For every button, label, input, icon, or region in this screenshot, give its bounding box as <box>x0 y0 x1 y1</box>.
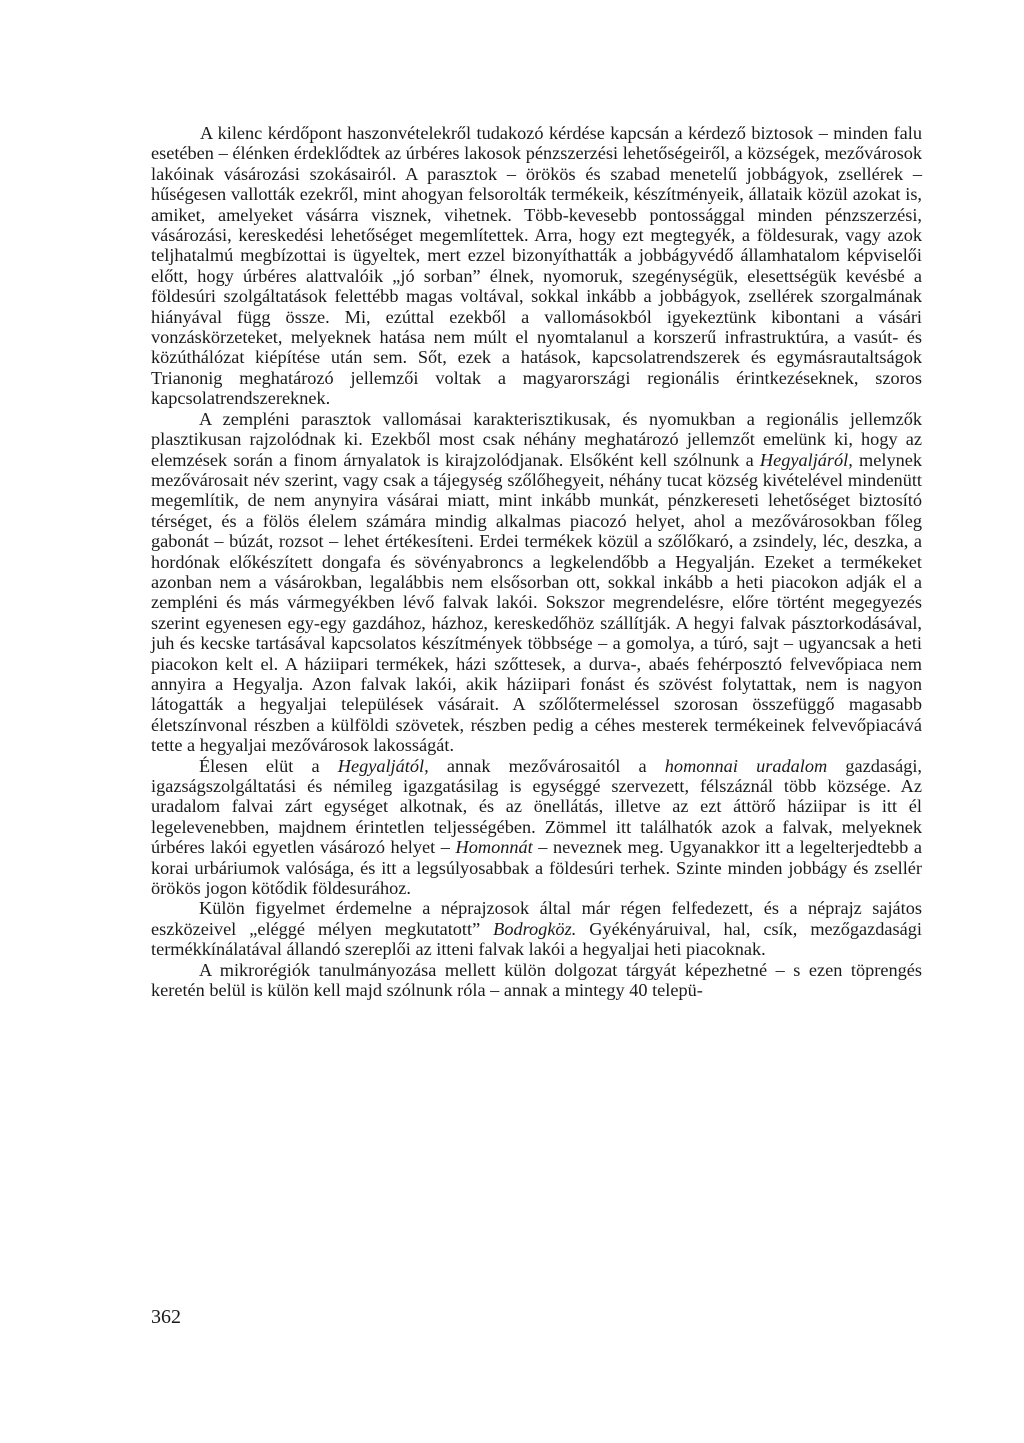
paragraph-4-text-b: Gyékényáruival, hal, csík, mezőgazdasági termékkínálatával állandó szereplői az itteni falvak lakói a hegyaljai heti piacoknak. <box>151 918 922 960</box>
paragraph-1-text: A kilenc kérdőpont haszonvételekről tudakozó kérdése kapcsán a kérdező biztosok – minden falu esetében – élénken érdeklődtek az úrbéres lakosok pénzszerzési lehetőségeiről, a községek, mezővárosok lakóinak vásározási szokásairól. A parasztok – örökös és szabad menetelű jobbágyok, zsellérek – hűségesen vallották ezekről, mint ahogyan felsorolták termékeik, készítményeik, állataik közül azokat is, amiket, amelyeket vásárra visznek, vihetnek. Több-kevesebb pontossággal minden pénzszerzési, vásározási, kereskedési lehetőséget megemlítettek. Arra, hogy ezt megtegyék, a földesurak, vagy azok teljhatalmú megbízottai is ügyeltek, mert ezzel bizonyíthatták a jobbágyvédő államhatalom képviselői előtt, hogy úrbéres alattvalóik „jó sorban” élnek, nyomoruk, szegénységük, elesettségük kevésbé a földesúri szolgáltatások felettébb magas voltával, sokkal inkább a jobbágyok, zsellérek szorgalmának hiányával függ össze. Mi, ezúttal ezekből a vallomásokból igyekeztünk kibontani a vásári vonzáskörzeteket, melyeknek hatása nem múlt el nyomtalanul a korszerű infrastruktúra, a vasút- és közúthálózat kiépítése után sem. Sőt, ezek a hatások, kapcsolatrendszerek és egymásrautaltságok Trianonig meghatározó jellemzői voltak a magyarországi regionális érintkezéseknek, szoros kapcsolatrendszereknek. <box>151 123 922 409</box>
paragraph-2-italic-hegyaljarol: Hegyaljáról, <box>759 449 853 470</box>
paragraph-3-text-b: annak mezővárosaitól a <box>428 755 665 776</box>
paragraph-5 <box>151 960 922 1001</box>
paragraph-3 <box>151 756 922 899</box>
paragraph-3-text-c: gazdasági, igazságszolgáltatási és némileg igazgatásilag is egységgé szervezett, félszáznál több községe. Az uradalom falvai zárt egységet alkotnak, és az önellátás, illetve az ezt áttörő háziipar is itt él legelevenebben, majdnem érintetlen teljességében. Zömmel itt találhatók azok a falvak, melyeknek úrbéres lakói egyetlen vásározó helyet – <box>151 755 922 858</box>
paragraph-3-text-a: Élesen elüt a <box>199 755 338 776</box>
paragraph-2 <box>151 409 922 756</box>
paragraph-3-italic-homonnat: Homonnát <box>455 837 533 858</box>
document-body <box>151 123 922 1000</box>
paragraph-3-text-d: – neveznek meg. Ugyanakkor itt a legelterjedtebb a korai urbáriumok valósága, és itt a legsúlyosabbak a földesúri terhek. Szinte minden jobbágy és zsellér örökös jogon kötődik földesurához. <box>151 837 922 899</box>
paragraph-3-italic-hegyaljatol: Hegyaljától, <box>337 755 429 776</box>
paragraph-4-italic-bodrogkoz: Bodrogköz. <box>493 918 577 939</box>
paragraph-2-text-b: melynek mezővárosait név szerint, vagy csak a tájegység szőlőhegyeit, néhány tucat község kivételével mindenütt megemlítik, de nem anynyira vásárai miatt, mint inkább munkát, pénzkereseti lehetőséget biztosító térséget, és a fölös élelem számára mindig alkalmas piacozó helyet, ahol a mezővárosokban főleg gabonát – búzát, rozsot – lehet értékesíteni. Erdei termékek közül a szőlőkaró, a zsindely, léc, deszka, a hordónak előkészített dongafa és sövényabroncs a legkelendőbb a Hegyalján. Ezeket a termékeket azonban nem a vásárokban, legalábbis nem elsősorban ott, sokkal inkább a heti piacokon adják el a zempléni és más vármegyékben lévő falvak lakói. Sokszor megrendelésre, előre történt megegyezés szerint egyenesen egy-egy gazdához, házhoz, kereskedőhöz szállítják. A hegyi falvak pásztorkodásával, juh és kecske tartásával kapcsolatos készítmények többsége – a gomolya, a túró, sajt – ugyancsak a heti piacokon kelt el. A háziipari termékek, házi szőttesek, a durva-, abaés fehérposztó felvevőpiaca nem annyira a Hegyalja. Azon falvak lakói, akik háziipari fonást és szövést folytattak, nem is nagyon látogatták a hegyaljai települések vásárait. A szőlőtermeléssel szorosan összefüggő magasabb életszínvonal részben a külföldi szövetek, részben pedig a céhes mesterek termékeinek felvevőpiacává tette a hegyaljai mezővárosok lakosságát. <box>151 449 922 756</box>
paragraph-3-italic-homonnai-uradalom: homonnai uradalom <box>664 755 828 776</box>
paragraph-2-text-a: A zempléni parasztok vallomásai karakterisztikusak, és nyomukban a regionális jellemzők plasztikusan rajzolódnak ki. Ezekből most csak néhány meghatározó jellemzőt emelünk ki, hogy az elemzések során a finom árnyalatok is kirajzolódjanak. Elsőként kell szólnunk a <box>151 408 922 470</box>
paragraph-4-text-a: Külön figyelmet érdemelne a néprajzosok által már régen felfedezett, és a néprajz sajátos eszközeivel „eléggé mélyen megkutatott” <box>151 898 922 939</box>
paragraph-5-text: A mikrorégiók tanulmányozása mellett külön dolgozat tárgyát képezhetné – s ezen töprengés keretén belül is külön kell majd szólnunk róla – annak a mintegy 40 telepü- <box>151 959 922 1001</box>
paragraph-4 <box>151 898 922 959</box>
page-number: 362 <box>151 1306 181 1328</box>
paragraph-1 <box>151 123 922 409</box>
